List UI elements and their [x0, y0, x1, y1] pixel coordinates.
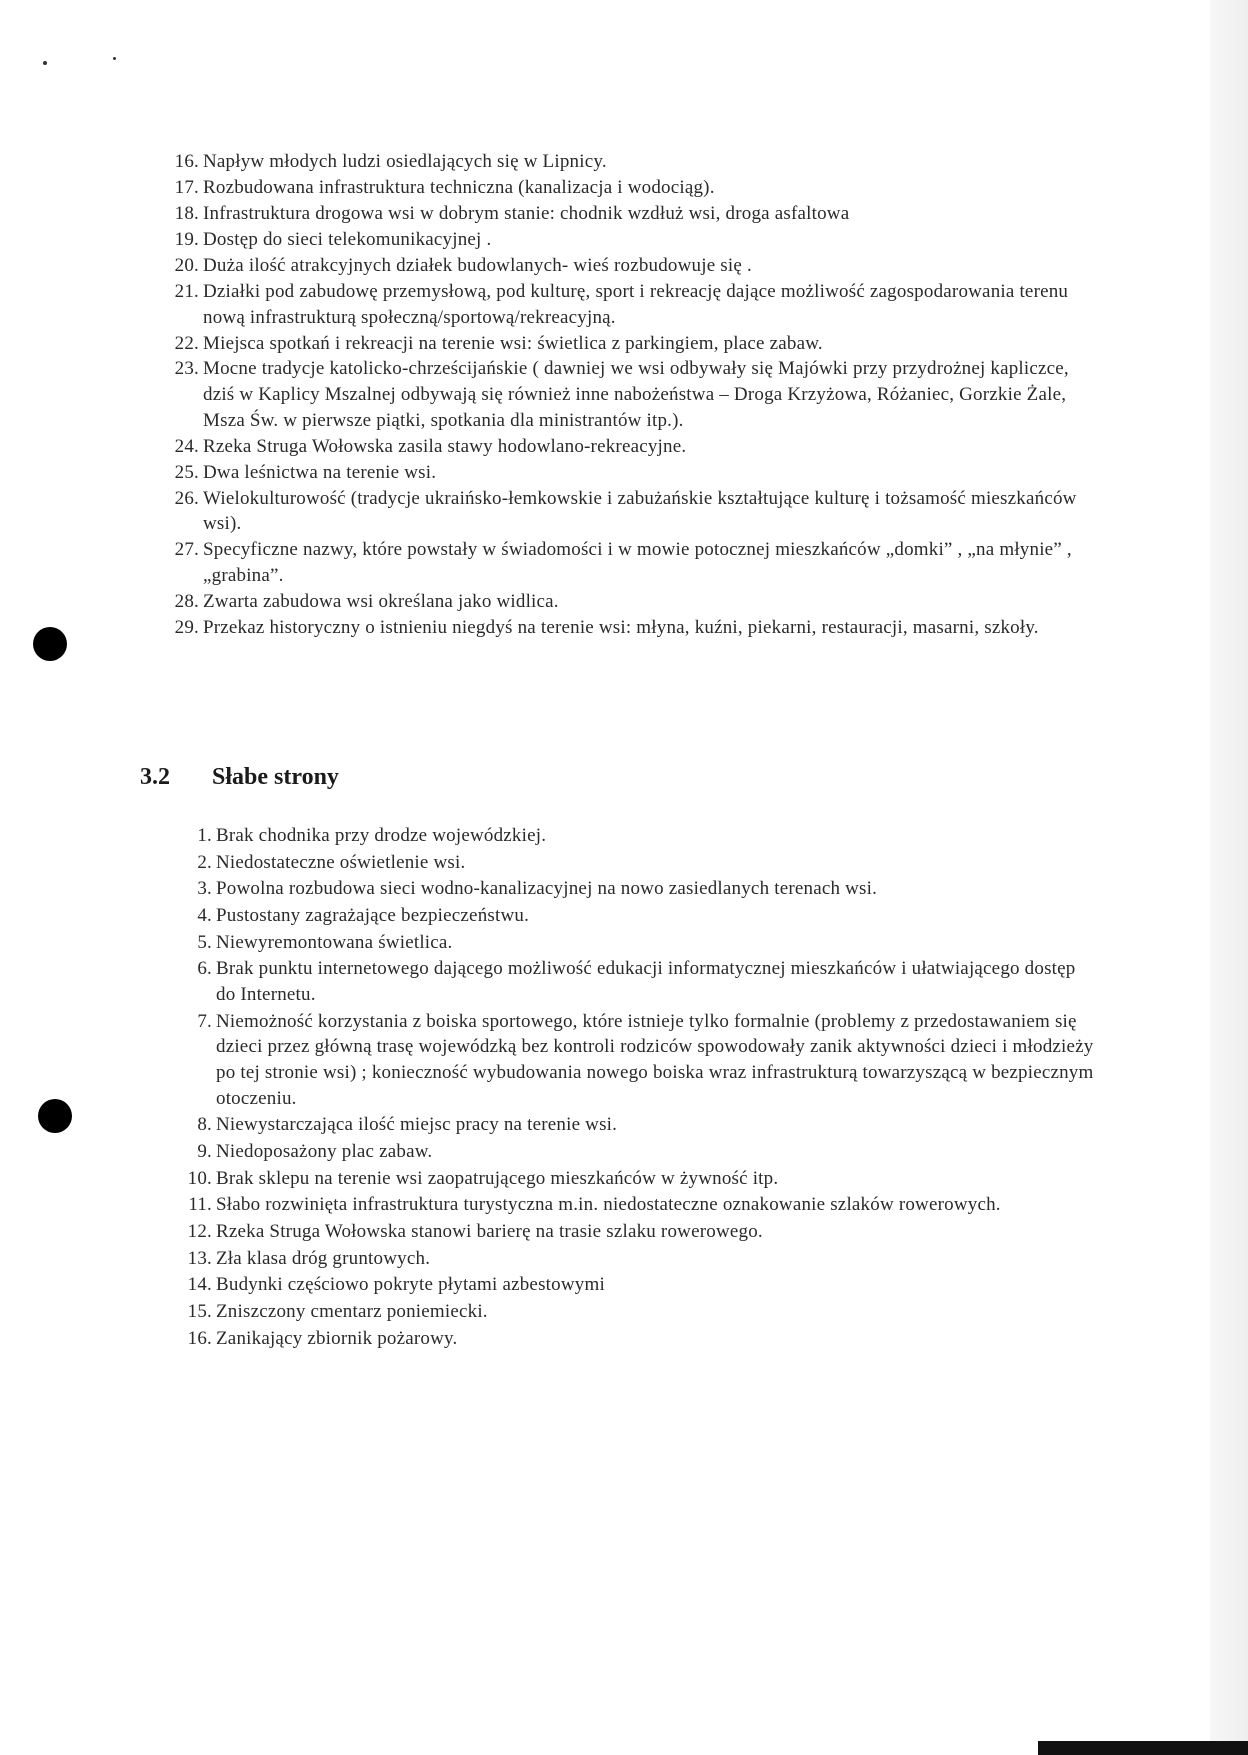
item-number: 6.: [197, 958, 212, 980]
punch-hole: [33, 627, 67, 661]
item-number: 10.: [187, 1167, 212, 1189]
list-item: [174, 356, 1083, 433]
scan-speck: [113, 57, 116, 60]
list-item: [174, 615, 1083, 641]
item-text: Duża ilość atrakcyjnych działek budowlanych- wieś rozbudowuje się .: [203, 254, 752, 276]
item-text: Dwa leśnictwa na terenie wsi.: [203, 461, 437, 483]
list-item: [187, 1246, 1096, 1272]
item-text: Brak chodnika przy drodze wojewódzkiej.: [216, 825, 547, 846]
item-number: 20.: [174, 254, 199, 276]
item-number: 2.: [197, 851, 212, 873]
list-item: [174, 589, 1083, 615]
list-item: [197, 876, 1096, 902]
list-item: [174, 175, 1083, 201]
item-text: Zniszczony cmentarz poniemiecki.: [216, 1301, 488, 1322]
scan-speck: [43, 61, 47, 65]
list-item: [174, 460, 1083, 486]
item-text: Niemożność korzystania z boiska sportowego, które istnieje tylko formalnie (problemy z przedostawaniem się dzieci przez główną trasę wojewódzką bez kontroli rodziców spowodowały zanik aktywności dzieci i młodzieży po tej stronie wsi) ; konieczność wybudowania nowego boiska wraz infrastrukturą towarzyszącą w bezpiecznym otoczeniu.: [216, 1010, 1094, 1109]
list-item: [187, 1299, 1096, 1325]
item-number: 24.: [174, 435, 199, 457]
list-item: [174, 486, 1083, 537]
list-item: [174, 227, 1083, 253]
item-text: Powolna rozbudowa sieci wodno-kanalizacyjnej na nowo zasiedlanych terenach wsi.: [216, 878, 878, 900]
item-number: 1.: [197, 825, 212, 846]
item-number: 22.: [174, 332, 199, 354]
item-text: Słabo rozwinięta infrastruktura turystyczna m.in. niedostateczne oznakowanie szlaków rowerowych.: [216, 1194, 1001, 1216]
list-item: [187, 1326, 1096, 1352]
section-number: 3.2: [140, 764, 170, 790]
scan-border-artifact: [1038, 1741, 1248, 1755]
item-number: 9.: [197, 1140, 212, 1162]
item-text: Rzeka Struga Wołowska zasila stawy hodowlano-rekreacyjne.: [203, 435, 687, 457]
item-text: Specyficzne nazwy, które powstały w świadomości i w mowie potocznej mieszkańców „domki” , „na młynie” , „grabina”.: [203, 539, 1072, 586]
list-item: [174, 201, 1083, 227]
item-text: Niewyremontowana świetlica.: [216, 931, 453, 953]
item-text: Napływ młodych ludzi osiedlających się w Lipnicy.: [203, 151, 607, 172]
list-item: [174, 537, 1083, 588]
item-number: 8.: [197, 1114, 212, 1136]
item-number: 11.: [188, 1194, 212, 1216]
item-number: 29.: [174, 616, 199, 638]
strengths-list: [174, 149, 1083, 641]
item-text: Mocne tradycje katolicko-chrześcijańskie ( dawniej we wsi odbywały się Majówki przy przydrożnej kapliczce, dziś w Kaplicy Mszalnej odbywają się również inne nabożeństwa – Droga Krzyżowa, Różaniec, Gorzkie Żale, Msza Św. w pierwsze piątki, spotkania dla ministrantów itp.).: [203, 358, 1069, 431]
section-title: Słabe strony: [212, 764, 339, 790]
item-text: Brak sklepu na terenie wsi zaopatrującego mieszkańców w żywność itp.: [216, 1167, 779, 1189]
item-number: 5.: [197, 931, 212, 953]
list-item: [187, 1166, 1096, 1192]
item-number: 14.: [187, 1274, 212, 1296]
item-text: Rzeka Struga Wołowska stanowi barierę na trasie szlaku rowerowego.: [216, 1220, 763, 1242]
list-item: [197, 1139, 1096, 1165]
list-item: [197, 930, 1096, 956]
section-heading: [140, 764, 339, 791]
list-item: [197, 1112, 1096, 1138]
item-text: Miejsca spotkań i rekreacji na terenie wsi: świetlica z parkingiem, place zabaw.: [203, 332, 823, 354]
item-number: 26.: [174, 487, 199, 509]
item-text: Rozbudowana infrastruktura techniczna (kanalizacja i wodociąg).: [203, 176, 715, 198]
list-item: [197, 903, 1096, 929]
item-text: Budynki częściowo pokryte płytami azbestowymi: [216, 1274, 605, 1296]
item-number: 25.: [174, 461, 199, 483]
item-text: Niewystarczająca ilość miejsc pracy na terenie wsi.: [216, 1114, 618, 1136]
item-text: Zanikający zbiornik pożarowy.: [216, 1327, 458, 1349]
item-number: 16.: [187, 1327, 212, 1349]
item-number: 19.: [174, 228, 199, 250]
item-number: 15.: [187, 1301, 212, 1322]
item-text: Zwarta zabudowa wsi określana jako widlica.: [203, 590, 559, 612]
list-item: [197, 850, 1096, 876]
item-number: 12.: [187, 1220, 212, 1242]
item-number: 28.: [174, 590, 199, 612]
list-item: [197, 956, 1096, 1007]
item-text: Przekaz historyczny o istnieniu niegdyś na terenie wsi: młyna, kuźni, piekarni, restauracji, masarni, szkoły.: [203, 616, 1039, 638]
item-text: Działki pod zabudowę przemysłową, pod kulturę, sport i rekreację dające możliwość zagospodarowania terenu nową infrastrukturą społeczną/sportową/rekreacyjną.: [203, 280, 1069, 328]
list-item: [197, 1009, 1096, 1111]
item-number: 13.: [187, 1247, 212, 1269]
punch-hole: [38, 1099, 72, 1133]
item-text: Niedoposażony plac zabaw.: [216, 1140, 433, 1162]
item-number: 16.: [174, 151, 199, 172]
item-number: 17.: [174, 176, 199, 198]
item-number: 4.: [197, 905, 212, 927]
item-text: Infrastruktura drogowa wsi w dobrym stanie: chodnik wzdłuż wsi, droga asfaltowa: [203, 202, 850, 224]
item-text: Brak punktu internetowego dającego możliwość edukacji informatycznej mieszkańców i ułatwiającego dostęp do Internetu.: [216, 958, 1076, 1006]
list-item: [197, 823, 1096, 849]
list-item: [187, 1272, 1096, 1298]
list-item: [188, 1192, 1096, 1218]
list-item: [174, 434, 1083, 460]
item-text: Niedostateczne oświetlenie wsi.: [216, 851, 466, 873]
page-edge-shadow: [1210, 0, 1248, 1755]
item-number: 27.: [174, 539, 199, 561]
list-item: [174, 149, 1083, 175]
list-item: [174, 331, 1083, 357]
item-number: 23.: [174, 358, 199, 380]
list-item: [174, 253, 1083, 279]
item-number: 21.: [174, 280, 199, 302]
item-number: 18.: [174, 202, 199, 224]
weaknesses-list: [187, 823, 1096, 1352]
item-text: Zła klasa dróg gruntowych.: [216, 1247, 431, 1269]
list-item: [187, 1219, 1096, 1245]
item-text: Wielokulturowość (tradycje ukraińsko-łemkowskie i zabużańskie kształtujące kulturę i tożsamość mieszkańców wsi).: [203, 487, 1077, 535]
item-text: Dostęp do sieci telekomunikacyjnej .: [203, 228, 492, 250]
item-text: Pustostany zagrażające bezpieczeństwu.: [216, 905, 530, 927]
item-number: 3.: [197, 878, 212, 900]
list-item: [174, 279, 1083, 330]
item-number: 7.: [197, 1010, 212, 1032]
